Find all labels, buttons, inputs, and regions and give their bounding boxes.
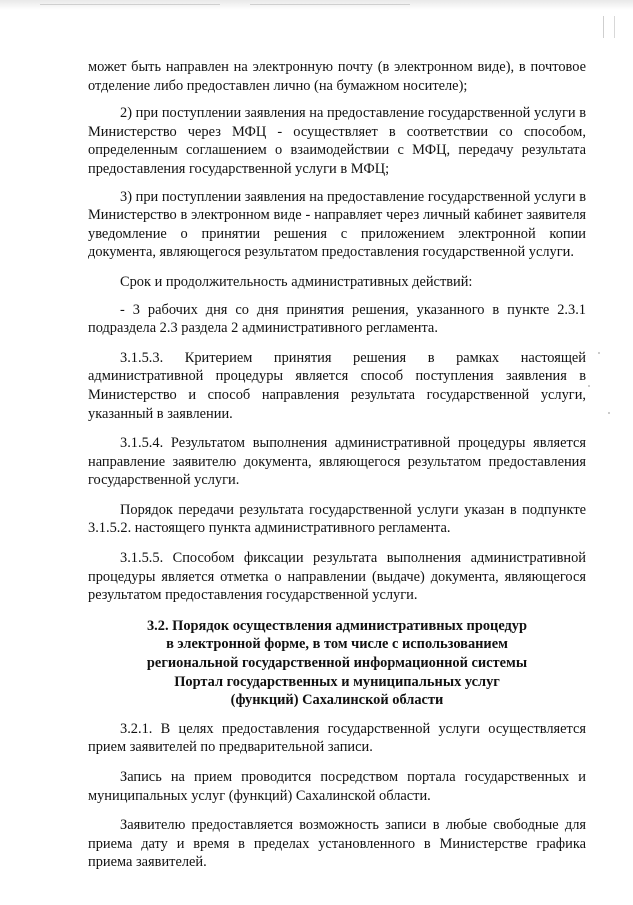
paragraph: 3.1.5.5. Способом фиксации результата выполнения административной процедуры является отметка о направлении (выдаче) документа, являющегося результатом предоставления государственной услуги. xyxy=(88,550,586,604)
paragraph: может быть направлен на электронную почту (в электронном виде), в почтовое отделение либо предоставлен лично (на бумажном носителе); xyxy=(88,59,586,94)
paragraph: 3.1.5.4. Результатом выполнения административной процедуры является направление заявителю документа, являющегося результатом предоставления государственной услуги. xyxy=(88,435,586,489)
heading-line: Портал государственных и муниципальных услуг xyxy=(174,673,500,690)
heading-line: (функций) Сахалинской области xyxy=(230,692,444,709)
paragraph: Заявителю предоставляется возможность записи в любые свободные для приема дату и время в пределах установленного в Министерстве графика приема заявителей. xyxy=(88,817,586,871)
document-page xyxy=(88,58,586,872)
scan-artifact-line xyxy=(40,4,220,5)
heading-line: в электронной форме, в том числе с использованием xyxy=(166,636,508,653)
paragraph: Срок и продолжительность административных действий: xyxy=(120,273,473,290)
scan-artifact-line xyxy=(250,4,410,5)
paragraph: 3.2.1. В целях предоставления государственной услуги осуществляется прием заявителей по предварительной записи. xyxy=(88,720,586,756)
paragraph: 2) при поступлении заявления на предоставление государственной услуги в Министерство через МФЦ - осуществляет в соответствии со способом, определенным соглашением о взаимодействии с МФЦ, передачу результата предоставления государственной услуги в МФЦ; xyxy=(88,105,586,177)
paragraph: - 3 рабочих дня со дня принятия решения, указанного в пункте 2.3.1 подраздела 2.3 раздела 2 административного регламента. xyxy=(88,301,586,337)
heading-line: региональной государственной информационной системы xyxy=(146,655,528,672)
scan-edge-shadow xyxy=(0,0,633,10)
scan-speck xyxy=(598,352,600,354)
scan-artifact-mark xyxy=(603,16,615,38)
paragraph: Запись на прием проводится посредством портала государственных и муниципальных услуг (функций) Сахалинской области. xyxy=(88,769,586,804)
paragraph: 3) при поступлении заявления на предоставление государственной услуги в Министерство в электронном виде - направляет через личный кабинет заявителя уведомление о принятии решения с приложением электронной копии документа, являющегося результатом предоставления государственной услуги. xyxy=(88,188,586,261)
heading-line: 3.2. Порядок осуществления административных процедур xyxy=(146,617,527,634)
scan-speck xyxy=(588,385,590,387)
scan-speck xyxy=(608,412,610,414)
paragraph: 3.1.5.3. Критерием принятия решения в рамках настоящей административной процедуры является способ поступления заявления в Министерство и способ направления результата государственной услуги, указанный в заявлении. xyxy=(88,349,586,422)
section-heading xyxy=(88,617,586,710)
paragraph: Порядок передачи результата государственной услуги указан в подпункте 3.1.5.2. настоящего пункта административного регламента. xyxy=(88,501,586,537)
